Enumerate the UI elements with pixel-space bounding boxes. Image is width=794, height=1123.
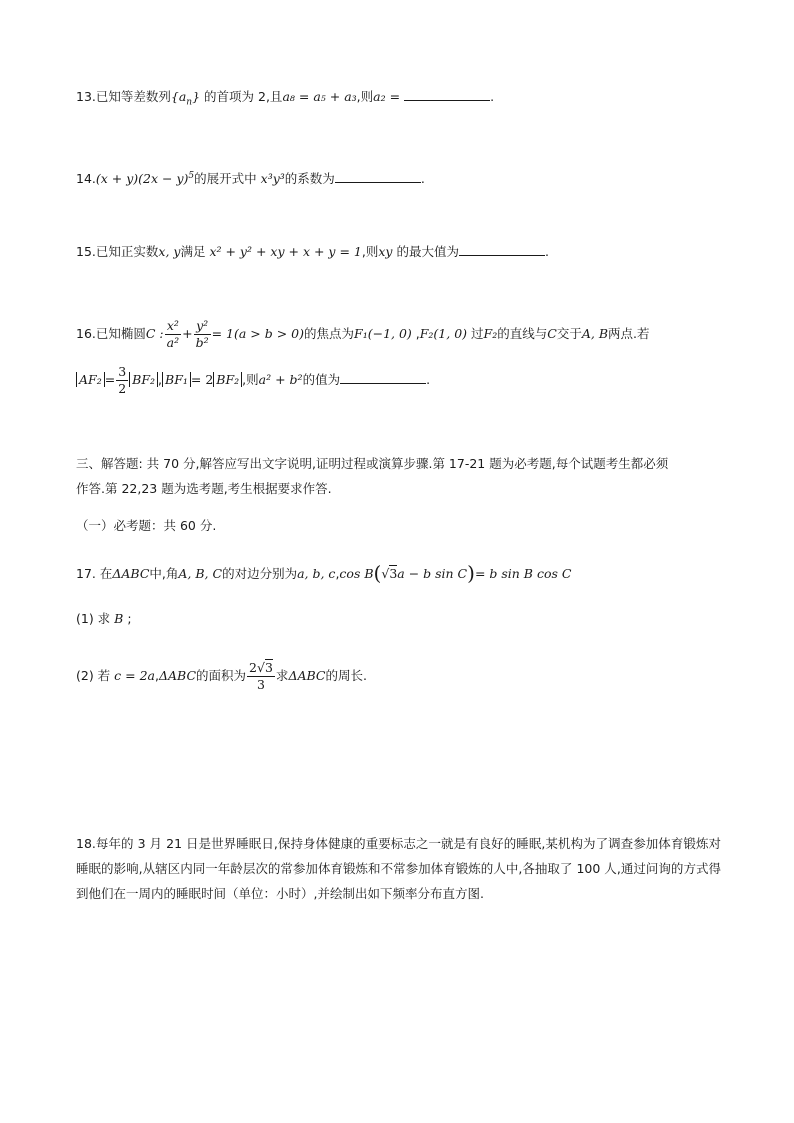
q17-sqrt: √3	[381, 566, 398, 581]
q16-abs-BF1: BF₁	[162, 372, 191, 387]
question-17: 17. 在ΔABC中,角A, B, C的对边分别为a, b, c,cos B(√3a − b sin C)= b sin B cos C	[76, 561, 572, 585]
q17-inner: a − b sin C	[397, 566, 468, 581]
q16-text-a: 16.已知椭圆	[76, 326, 146, 341]
q13-ask: a₂ =	[373, 89, 401, 104]
q17-p2-condition: c = 2a	[114, 668, 155, 683]
question-14	[76, 170, 425, 188]
q16-sep: ,	[158, 372, 163, 387]
q16-text-e: 交于	[556, 326, 582, 341]
q14-number: 14.	[76, 171, 96, 186]
q17-p2-triangle: ΔABC	[158, 668, 197, 683]
q17-triangle: ΔABC	[112, 566, 150, 581]
q14-expression: $(x + y)(2x - y)^5$	[95, 170, 195, 186]
q15-vars: x, y	[158, 244, 181, 259]
q17-p1-B: B	[114, 611, 124, 626]
q17-cosB: cos B	[339, 566, 374, 581]
q14-term: x³y³	[260, 171, 285, 186]
q17-p2-triangle-2: ΔABC	[288, 668, 326, 683]
q13-condition: a₈ = a₅ + a₃	[282, 89, 357, 104]
q15-answer-blank[interactable]	[459, 254, 545, 256]
q16-ellipse-name: C :	[145, 326, 164, 341]
q17-p2-text-d: 求	[275, 668, 289, 683]
q15-text-c: ,则	[361, 244, 379, 259]
q16-fraction-three-halves: $\frac{3}{2}$	[118, 364, 127, 396]
q16-end: .	[426, 372, 431, 387]
q14-answer-blank[interactable]	[335, 181, 421, 183]
q16-fraction-x: $\frac{\text{x²}}{\text{a²}}$	[166, 318, 180, 350]
q13-text-c: ,则	[356, 89, 374, 104]
q14-text-b: 的展开式中	[194, 171, 257, 186]
q16-eq2: = 2	[190, 372, 214, 387]
q16-abs-AF2: AF₂	[76, 372, 105, 387]
q17-p2-text-e: 的周长.	[325, 668, 367, 683]
q17-rhs: = b sin B cos C	[474, 566, 572, 581]
q13-end: .	[490, 89, 495, 104]
question-16-line-1: 16.已知椭圆C : $\frac{\text{x²}}{\text{a²}}$ + $\frac{\text{y²}}{\text{b²}}$ = 1(a > b > 0)的焦点为F₁(−1, 0) ,F₂(1, 0) 过F₂的直线与C交于A, B两点.若	[76, 318, 650, 350]
q17-p1-text: (1) 求	[76, 611, 111, 626]
q13-sequence: $\{a_n\}$	[170, 89, 201, 108]
question-13	[76, 88, 494, 106]
q17-p2-sep: ,	[155, 668, 159, 683]
q16-abs-BF2: BF₂	[129, 372, 158, 387]
q16-text-d: 的直线与	[497, 326, 548, 341]
q17-area-fraction: $\frac{2√3}{3}$	[249, 660, 273, 692]
q16-focus-2: F₂(1, 0)	[419, 326, 468, 341]
question-16-line-2	[76, 362, 430, 398]
q16-text-g: ,则	[242, 372, 259, 387]
q14-text-c: 的系数为	[284, 171, 335, 186]
q16-abs-BF2b: BF₂	[213, 372, 242, 387]
q17-p1-end: ;	[127, 611, 132, 626]
q17-text-d: ,	[335, 566, 340, 581]
section-3-intro-line-2: 作答.第 22,23 题为选考题,考生根据要求作答.	[76, 481, 332, 496]
q16-ellipse-ref: C	[547, 326, 557, 341]
section-3-intro-line-1: 三、解答题: 共 70 分,解答应写出文字说明,证明过程或演算步骤.第 17-21 题为必考题,每个试题考生都必须	[76, 456, 669, 471]
q13-text-a: 13.已知等差数列	[76, 89, 171, 104]
section-3-subheading: （一）必考题：共 60 分.	[76, 518, 217, 533]
question-18: 18.每年的 3 月 21 日是世界睡眠日,保持身体健康的重要标志之一就是有良好的睡眠,某机构为了调查参加体育锻炼对睡眠的影响,从辖区内同一年龄层次的常参加体育锻炼和不常参加体育锻炼的人中,各抽取了 100 人,通过问询的方式得到他们在一周内的睡眠时间（单位：小时）,并绘制出如下频率分布直方图.	[76, 836, 721, 901]
q15-text-d: 的最大值为	[396, 244, 459, 259]
q16-fraction-y: $\frac{\text{y²}}{\text{b²}}$	[195, 318, 209, 350]
q17-text-c: 的对边分别为	[222, 566, 298, 581]
q16-sum: a² + b²	[258, 372, 303, 387]
q16-text-h: 的值为	[302, 372, 341, 387]
q15-equation: x² + y² + xy + x + y = 1	[209, 244, 362, 259]
q15-xy: xy	[378, 244, 393, 259]
q16-points: A, B	[581, 326, 609, 341]
q13-text-b: 的首项为 2,且	[204, 89, 283, 104]
question-17-part-1	[76, 610, 132, 628]
question-17-part-2	[76, 658, 367, 694]
q16-answer-blank[interactable]	[340, 382, 426, 384]
q17-sides: a, b, c	[297, 566, 336, 581]
q17-p2-text-a: (2) 若	[76, 668, 111, 683]
q15-text-a: 15.已知正实数	[76, 244, 159, 259]
q17-angles: A, B, C	[178, 566, 223, 581]
q14-end: .	[420, 171, 425, 186]
q17-text-a: 17. 在	[76, 566, 113, 581]
question-15	[76, 243, 549, 261]
q16-focus-2b: F₂	[483, 326, 498, 341]
q15-end: .	[544, 244, 549, 259]
q16-focus-1: F₁(−1, 0)	[354, 326, 412, 341]
q16-text-c: 过	[471, 326, 484, 341]
q16-equation-rest: = 1(a > b > 0)	[211, 326, 305, 341]
q16-eq1: =	[104, 372, 116, 387]
q15-text-b: 满足	[180, 244, 206, 259]
q16-text-b: 的焦点为	[304, 326, 355, 341]
q13-answer-blank[interactable]	[404, 99, 490, 101]
q16-text-f: 两点.若	[608, 326, 650, 341]
q17-p2-text-c: 的面积为	[196, 668, 247, 683]
q17-text-b: 中,角	[149, 566, 179, 581]
